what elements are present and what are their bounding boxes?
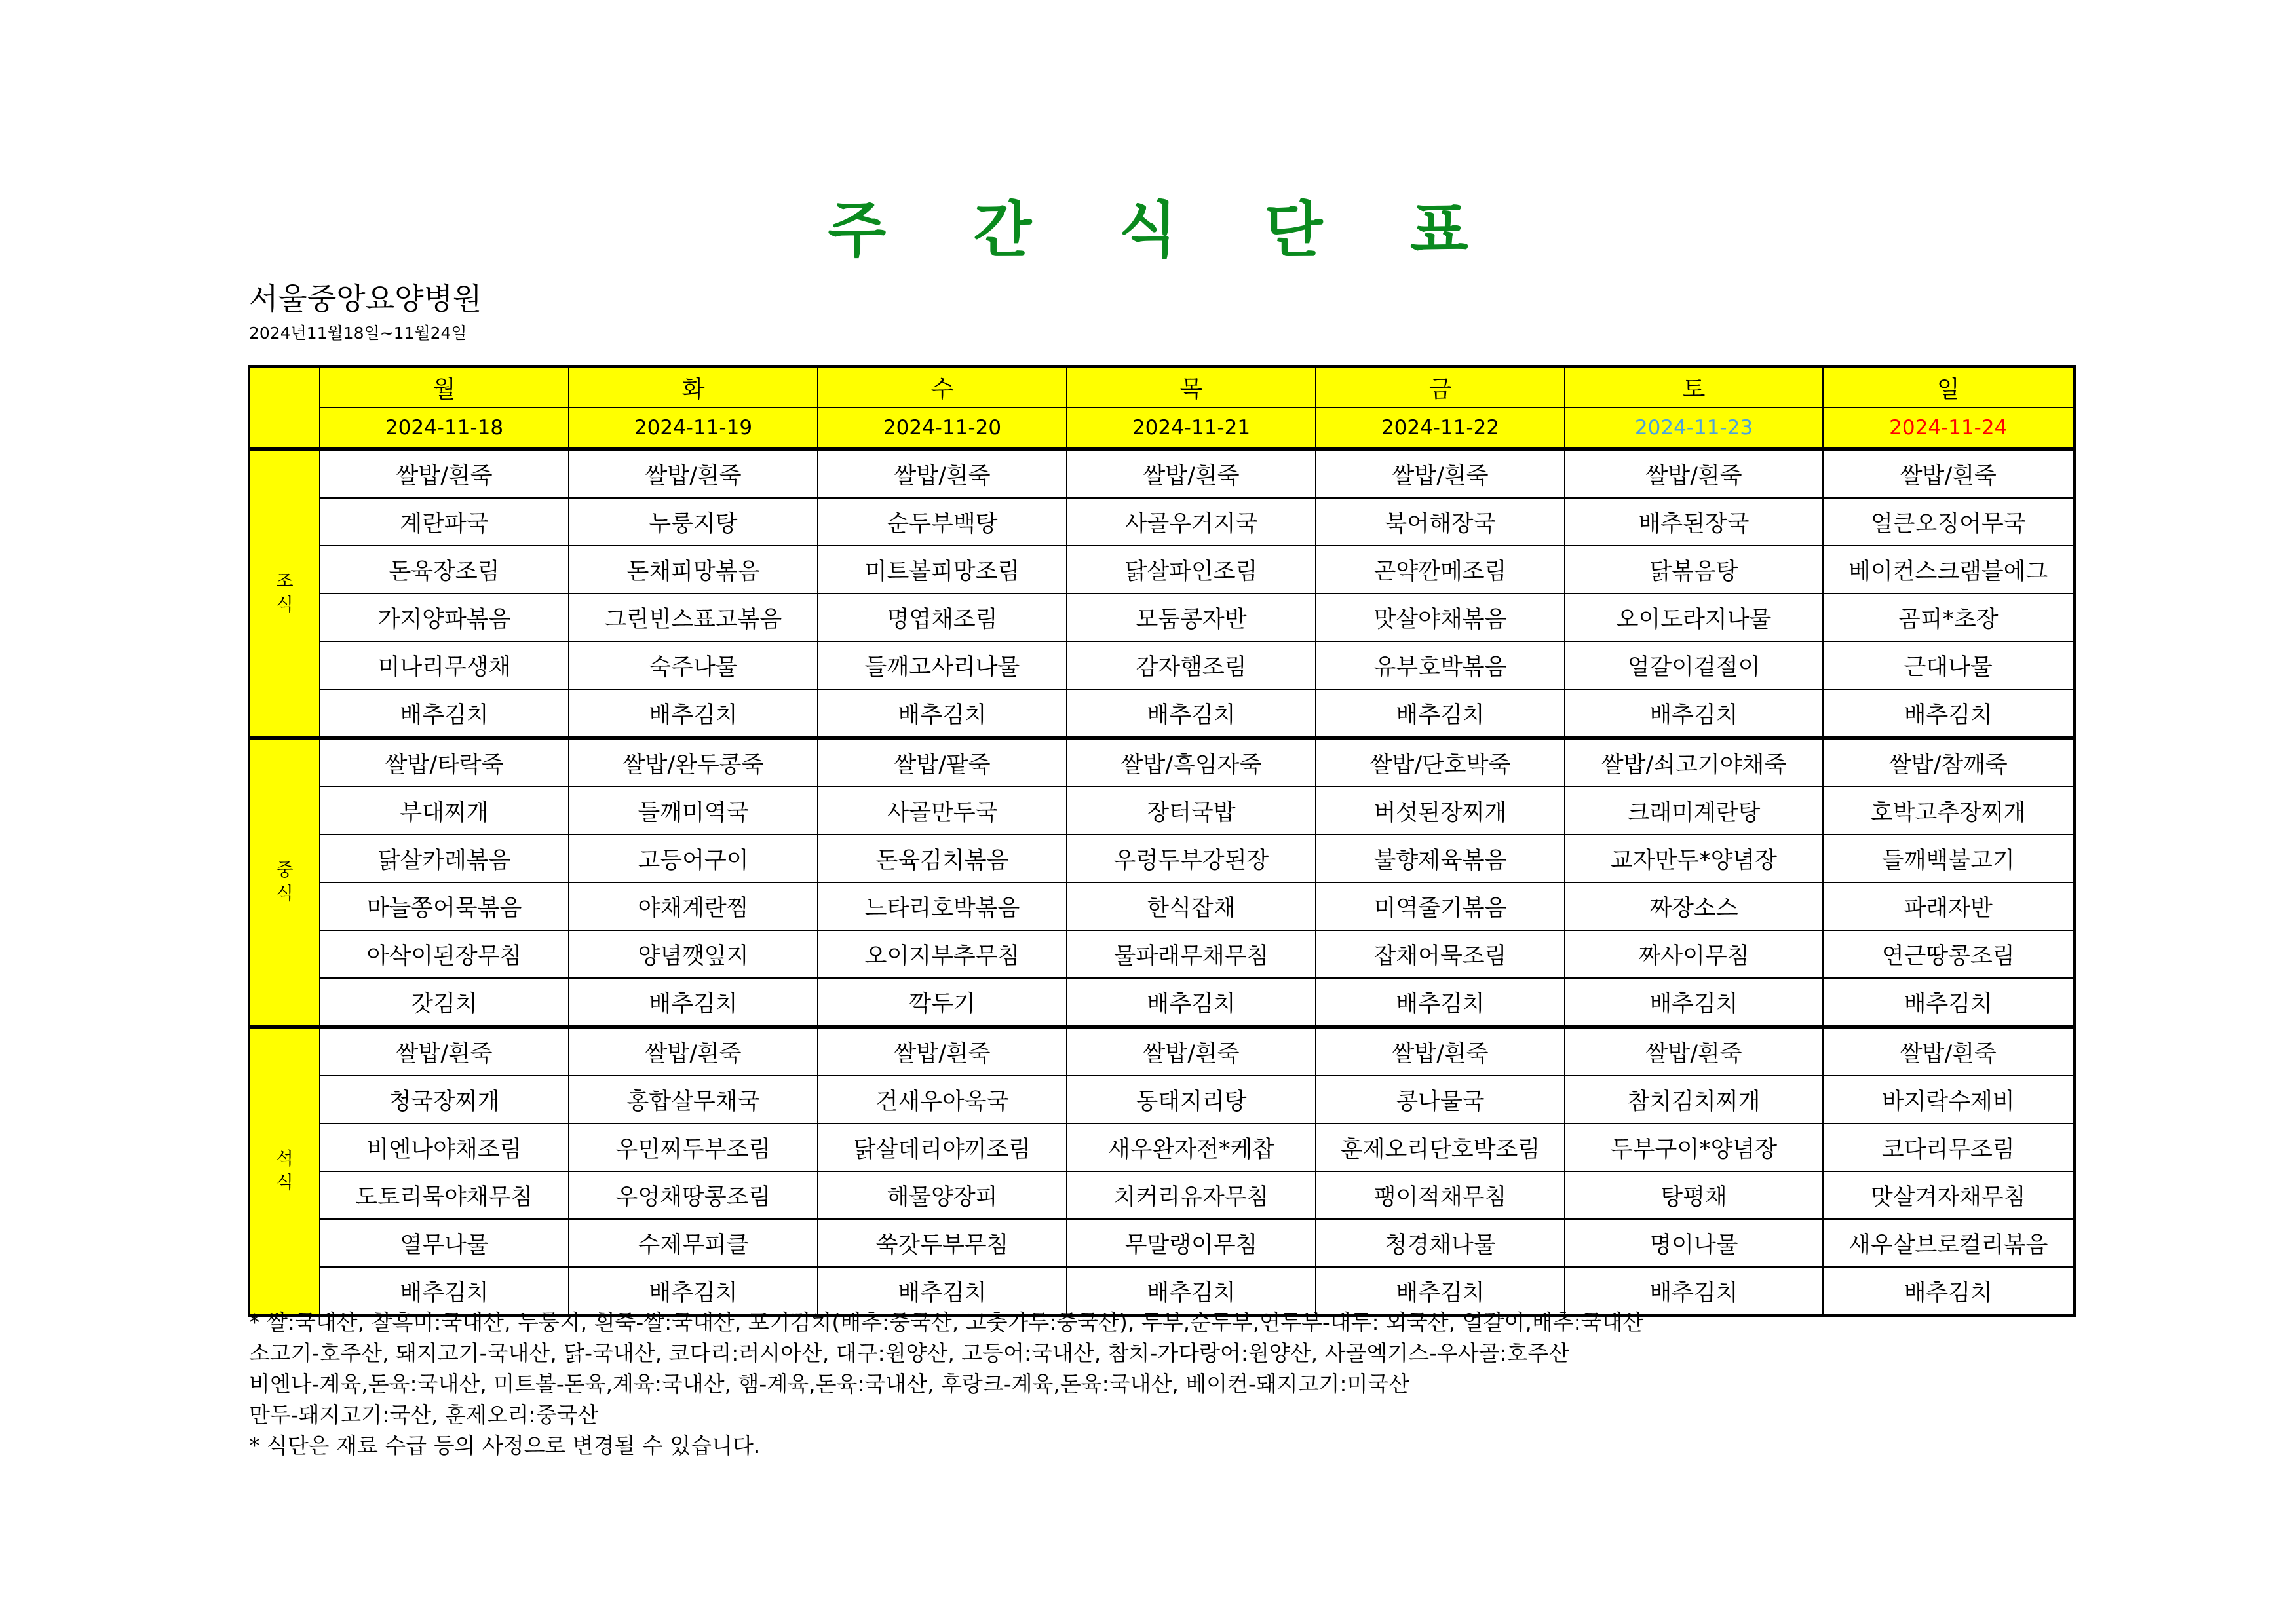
date-header: 2024-11-21 [1067,407,1316,449]
note-line: * 쌀:국내산, 찰흑미:국내산, 누룽지, 흰죽-쌀:국내산, 포기김치(배추:중국산, 고춧가루:중국산), 두부,순두부,연두부-대두: 외국산, 얼갈이,배추:국내산 [249,1310,1644,1335]
menu-item: 맛살야채볶음 [1316,594,1565,641]
menu-item: 명이나물 [1565,1219,1823,1267]
menu-item: 열무나물 [320,1219,569,1267]
menu-item: 쌀밥/단호박죽 [1316,738,1565,787]
menu-item: 갓김치 [320,978,569,1027]
meal-label: 중 식 [249,738,320,1027]
menu-item: 유부호박볶음 [1316,641,1565,689]
menu-item: 얼큰오징어무국 [1823,498,2075,546]
menu-item: 배추김치 [1316,1267,1565,1316]
menu-item: 불향제육볶음 [1316,835,1565,882]
note-line: 만두-돼지고기:국산, 훈제오리:중국산 [249,1402,599,1427]
menu-item: 크래미계란탕 [1565,787,1823,835]
menu-item: 모둠콩자반 [1067,594,1316,641]
menu-item: 그린빈스표고볶음 [569,594,818,641]
menu-item: 가지양파볶음 [320,594,569,641]
menu-item: 콩나물국 [1316,1076,1565,1124]
menu-item: 고등어구이 [569,835,818,882]
menu-item: 돈채피망볶음 [569,546,818,594]
meal-label: 석 식 [249,1027,320,1316]
menu-item: 배추김치 [818,689,1067,738]
menu-item: 배추김치 [1823,689,2075,738]
menu-item: 쌀밥/흰죽 [1823,449,2075,499]
menu-item: 쌀밥/흰죽 [320,449,569,499]
menu-item: 오이지부추무침 [818,930,1067,978]
menu-item: 곰피*초장 [1823,594,2075,641]
menu-item: 얼갈이겉절이 [1565,641,1823,689]
menu-item: 사골만두국 [818,787,1067,835]
menu-item: 탕평채 [1565,1171,1823,1219]
day-header: 금 [1316,366,1565,407]
menu-item: 근대나물 [1823,641,2075,689]
hospital-name: 서울중앙요양병원 [249,281,482,316]
menu-item: 깍두기 [818,978,1067,1027]
day-header: 토 [1565,366,1823,407]
day-header: 목 [1067,366,1316,407]
date-header: 2024-11-18 [320,407,569,449]
menu-item: 쑥갓두부무침 [818,1219,1067,1267]
menu-item: 미역줄기볶음 [1316,882,1565,930]
menu-item: 마늘쫑어묵볶음 [320,882,569,930]
menu-item: 쌀밥/흰죽 [1316,449,1565,499]
menu-item: 들깨미역국 [569,787,818,835]
menu-item: 쌀밥/흰죽 [569,449,818,499]
menu-item: 수제무피클 [569,1219,818,1267]
menu-item: 배추김치 [1565,689,1823,738]
menu-item: 양념깻잎지 [569,930,818,978]
menu-item: 새우완자전*케찹 [1067,1124,1316,1171]
menu-item: 쌀밥/흰죽 [1067,1027,1316,1076]
menu-item: 버섯된장찌개 [1316,787,1565,835]
menu-item: 홍합살무채국 [569,1076,818,1124]
menu-item: 미트볼피망조림 [818,546,1067,594]
date-header: 2024-11-22 [1316,407,1565,449]
day-header: 화 [569,366,818,407]
note-line: 소고기-호주산, 돼지고기-국내산, 닭-국내산, 코다리:러시아산, 대구:원양산, 고등어:국내산, 참치-가다랑어:원양산, 사골엑기스-우사골:호주산 [249,1340,1570,1366]
menu-item: 우민찌두부조림 [569,1124,818,1171]
menu-item: 돈육김치볶음 [818,835,1067,882]
page-title: 주 간 식 단 표 [828,195,1502,265]
date-header: 2024-11-20 [818,407,1067,449]
menu-item: 배추김치 [320,689,569,738]
menu-item: 배추된장국 [1565,498,1823,546]
menu-item: 북어해장국 [1316,498,1565,546]
menu-item: 배추김치 [1067,978,1316,1027]
menu-item: 오이도라지나물 [1565,594,1823,641]
menu-item: 치커리유자무침 [1067,1171,1316,1219]
menu-item: 계란파국 [320,498,569,546]
menu-item: 배추김치 [818,1267,1067,1316]
menu-item: 부대찌개 [320,787,569,835]
menu-item: 배추김치 [320,1267,569,1316]
menu-item: 감자햄조림 [1067,641,1316,689]
menu-item: 배추김치 [569,1267,818,1316]
menu-item: 두부구이*양념장 [1565,1124,1823,1171]
date-header: 2024-11-19 [569,407,818,449]
menu-item: 장터국밥 [1067,787,1316,835]
menu-item: 참치김치찌개 [1565,1076,1823,1124]
menu-item: 순두부백탕 [818,498,1067,546]
menu-item: 느타리호박볶음 [818,882,1067,930]
menu-period: 2024년11월18일~11월24일 [249,324,467,343]
menu-item: 들깨고사리나물 [818,641,1067,689]
menu-item: 누룽지탕 [569,498,818,546]
menu-item: 쌀밥/흰죽 [569,1027,818,1076]
menu-item: 돈육장조림 [320,546,569,594]
menu-item: 배추김치 [1823,1267,2075,1316]
menu-item: 미나리무생채 [320,641,569,689]
menu-item: 쌀밥/흰죽 [818,449,1067,499]
menu-item: 배추김치 [1316,689,1565,738]
menu-item: 닭살데리야끼조림 [818,1124,1067,1171]
note-line: 비엔나-계육,돈육:국내산, 미트볼-돈육,계육:국내산, 햄-계육,돈육:국내산, 후랑크-계육,돈육:국내산, 베이컨-돼지고기:미국산 [249,1371,1410,1397]
menu-item: 쌀밥/흰죽 [1565,449,1823,499]
menu-item: 숙주나물 [569,641,818,689]
menu-item: 우렁두부강된장 [1067,835,1316,882]
menu-item: 쌀밥/흰죽 [1565,1027,1823,1076]
menu-item: 파래자반 [1823,882,2075,930]
menu-item: 쌀밥/흑임자죽 [1067,738,1316,787]
weekly-menu-table [248,365,2076,1317]
menu-item: 코다리무조림 [1823,1124,2075,1171]
menu-item: 쌀밥/참깨죽 [1823,738,2075,787]
menu-item: 배추김치 [1316,978,1565,1027]
menu-item: 팽이적채무침 [1316,1171,1565,1219]
menu-item: 교자만두*양념장 [1565,835,1823,882]
menu-item: 잡채어묵조림 [1316,930,1565,978]
menu-item: 배추김치 [1067,1267,1316,1316]
menu-item: 배추김치 [569,689,818,738]
menu-item: 쌀밥/팥죽 [818,738,1067,787]
menu-item: 짜사이무침 [1565,930,1823,978]
menu-item: 쌀밥/흰죽 [1823,1027,2075,1076]
menu-item: 해물양장피 [818,1171,1067,1219]
menu-item: 청경채나물 [1316,1219,1565,1267]
day-header: 월 [320,366,569,407]
menu-item: 베이컨스크램블에그 [1823,546,2075,594]
day-header: 일 [1823,366,2075,407]
header-corner [249,366,320,449]
menu-item: 닭살카레볶음 [320,835,569,882]
menu-item: 명엽채조림 [818,594,1067,641]
menu-item: 비엔나야채조림 [320,1124,569,1171]
menu-item: 건새우아욱국 [818,1076,1067,1124]
menu-item: 쌀밥/쇠고기야채죽 [1565,738,1823,787]
menu-item: 맛살겨자채무침 [1823,1171,2075,1219]
menu-item: 곤약깐메조림 [1316,546,1565,594]
menu-item: 연근땅콩조림 [1823,930,2075,978]
menu-item: 도토리묵야채무침 [320,1171,569,1219]
menu-item: 들깨백불고기 [1823,835,2075,882]
menu-item: 배추김치 [1565,1267,1823,1316]
menu-item: 닭볶음탕 [1565,546,1823,594]
origin-notes [249,1307,1643,1461]
menu-item: 동태지리탕 [1067,1076,1316,1124]
menu-item: 물파래무채무침 [1067,930,1316,978]
date-header: 2024-11-24 [1823,407,2075,449]
menu-item: 훈제오리단호박조림 [1316,1124,1565,1171]
menu-item: 새우살브로컬리볶음 [1823,1219,2075,1267]
menu-item: 배추김치 [1823,978,2075,1027]
date-header: 2024-11-23 [1565,407,1823,449]
menu-item: 한식잡채 [1067,882,1316,930]
menu-item: 쌀밥/흰죽 [1316,1027,1565,1076]
menu-item: 배추김치 [569,978,818,1027]
menu-item: 배추김치 [1565,978,1823,1027]
menu-item: 청국장찌개 [320,1076,569,1124]
meal-label: 조 식 [249,449,320,738]
menu-item: 쌀밥/흰죽 [818,1027,1067,1076]
menu-item: 무말랭이무침 [1067,1219,1316,1267]
menu-item: 짜장소스 [1565,882,1823,930]
menu-item: 우엉채땅콩조림 [569,1171,818,1219]
note-line: * 식단은 재료 수급 등의 사정으로 변경될 수 있습니다. [249,1433,761,1458]
menu-item: 바지락수제비 [1823,1076,2075,1124]
menu-item: 쌀밥/타락죽 [320,738,569,787]
menu-item: 쌀밥/흰죽 [320,1027,569,1076]
day-header: 수 [818,366,1067,407]
menu-item: 호박고추장찌개 [1823,787,2075,835]
menu-item: 배추김치 [1067,689,1316,738]
menu-item: 아삭이된장무침 [320,930,569,978]
menu-item: 닭살파인조림 [1067,546,1316,594]
menu-item: 야채계란찜 [569,882,818,930]
menu-item: 쌀밥/완두콩죽 [569,738,818,787]
menu-item: 쌀밥/흰죽 [1067,449,1316,499]
menu-item: 사골우거지국 [1067,498,1316,546]
